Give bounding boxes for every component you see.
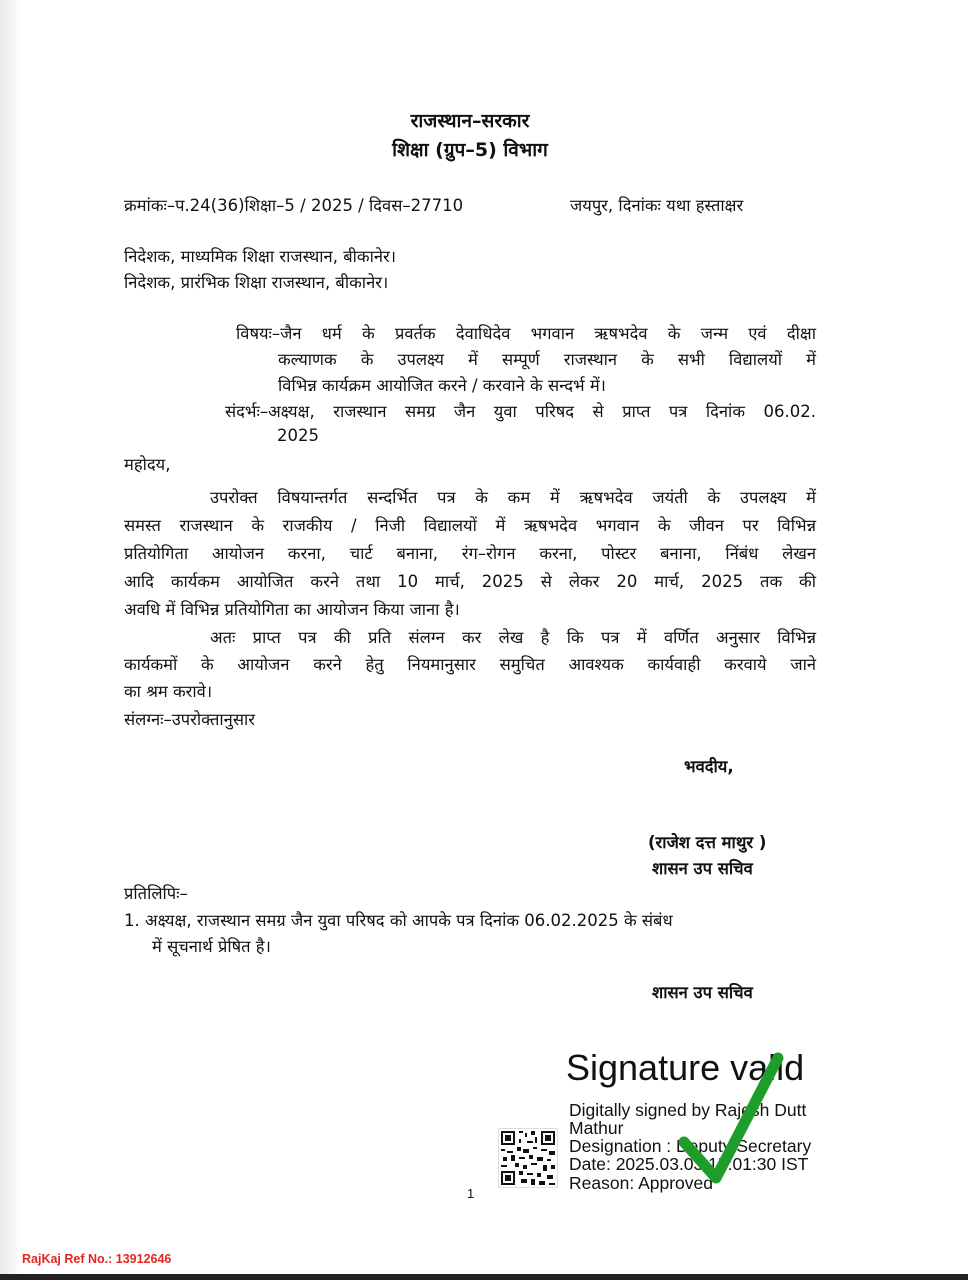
para2-line-3: का श्रम करावे। bbox=[124, 682, 213, 701]
place-date: जयपुर, दिनांकः यथा हस्ताक्षर bbox=[570, 196, 744, 215]
para1-line-5: अवधि में विभिन्न प्रतियोगिता का आयोजन किया जाना है। bbox=[124, 600, 460, 619]
para1-line-4: आदि कार्यकम आयोजित करने तथा 10 मार्च, 2025 से लेकर 20 मार्च, 2025 तक की bbox=[124, 572, 816, 591]
subject-line-1: विषयः–जैन धर्म के प्रवर्तक देवाधिदेव भगवान ऋषभदेव के जन्म एवं दीक्षा bbox=[236, 324, 816, 343]
letter-number: क्रमांकः–प.24(36)शिक्षा–5 / 2025 / दिवस–27710 bbox=[124, 196, 464, 215]
signature-valid-title: Signature valid bbox=[566, 1047, 805, 1088]
header-department: शिक्षा (ग्रुप–5) विभाग bbox=[392, 139, 548, 161]
para1-line-2: समस्त राजस्थान के राजकीय / निजी विद्यालयों में ऋषभदेव भगवान के जीवन पर विभिन्न bbox=[124, 516, 816, 535]
header-government: राजस्थान–सरकार bbox=[410, 110, 530, 132]
closing: भवदीय, bbox=[684, 757, 734, 776]
reference-line-1: संदर्भः–अक्ष्यक्ष, राजस्थान समग्र जैन युवा परिषद से प्राप्त पत्र दिनांक 06.02. bbox=[225, 402, 816, 421]
para1-line-3: प्रतियोगिता आयोजन करना, चार्ट बनाना, रंग–रोगन करना, पोस्टर बनाना, निंबंध लेखन bbox=[124, 544, 816, 563]
page-number: 1 bbox=[467, 1186, 475, 1201]
subject-line-2: कल्याणक के उपलक्ष्य में सम्पूर्ण राजस्थान के सभी विद्यालयों में bbox=[278, 350, 816, 369]
salutation: महोदय, bbox=[124, 455, 171, 474]
sig-line-1: Digitally signed by Rajesh Dutt bbox=[569, 1100, 807, 1120]
qr-code-icon bbox=[498, 1128, 558, 1188]
subject-line-3: विभिन्न कार्यक्रम आयोजित करने / करवाने के सन्दर्भ में। bbox=[278, 376, 606, 395]
addressee-2: निदेशक, प्रारंभिक शिक्षा राजस्थान, बीकानेर। bbox=[124, 273, 389, 292]
para2-line-2: कार्यकमों के आयोजन करने हेतु नियमानुसार समुचित आवश्यक कार्यवाही करवाये जाने bbox=[124, 655, 816, 674]
valid-check-icon bbox=[676, 1050, 786, 1190]
para2-line-1: अतः प्राप्त पत्र की प्रति संलग्न कर लेख है कि पत्र में वर्णित अनुसार विभिन्न bbox=[210, 628, 816, 647]
copy-designation: शासन उप सचिव bbox=[652, 983, 753, 1002]
enclosure: संलग्नः–उपरोक्तानुसार bbox=[124, 710, 256, 729]
addressee-1: निदेशक, माध्यमिक शिक्षा राजस्थान, बीकानेर। bbox=[124, 247, 397, 266]
sig-line-3: Designation : Deputy Secretary bbox=[569, 1136, 812, 1156]
para1-line-1: उपरोक्त विषयान्तर्गत सन्दर्भित पत्र के कम में ऋषभदेव जयंती के उपलक्ष्य में bbox=[210, 488, 816, 507]
signatory-designation: शासन उप सचिव bbox=[652, 859, 753, 878]
rajkaj-reference: RajKaj Ref No.: 13912646 bbox=[22, 1252, 172, 1266]
sig-line-2: Mathur bbox=[569, 1118, 624, 1138]
copy-item-1-line-2: में सूचनार्थ प्रेषित है। bbox=[152, 937, 271, 956]
signatory-name: (राजेश दत्त माथुर ) bbox=[648, 833, 767, 852]
copy-label: प्रतिलिपिः– bbox=[124, 884, 188, 903]
sig-line-5: Reason: Approved bbox=[569, 1173, 713, 1193]
copy-item-1-line-1: 1. अक्ष्यक्ष, राजस्थान समग्र जैन युवा परिषद को आपके पत्र दिनांक 06.02.2025 के संबंध bbox=[124, 911, 673, 930]
sig-line-4: Date: 2025.03.03 15:01:30 IST bbox=[569, 1154, 809, 1174]
reference-line-2: 2025 bbox=[277, 426, 319, 445]
bottom-edge bbox=[0, 1274, 968, 1280]
page-edge-shadow bbox=[0, 0, 22, 1280]
